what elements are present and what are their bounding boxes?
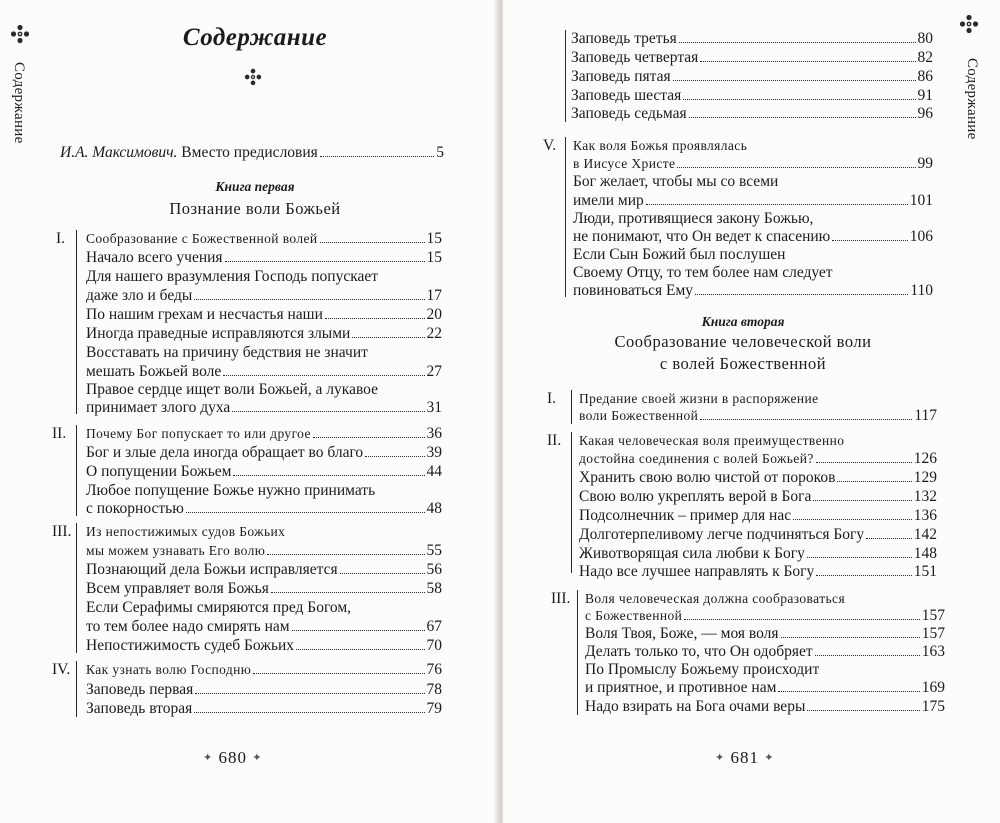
toc-entry-text: Как воля Божья проявлялась xyxy=(573,138,748,153)
toc-entry-text: Своему Отцу, то тем более нам следует xyxy=(573,264,833,281)
toc-entry: Животворящая сила любви к Богу 148 xyxy=(579,545,937,562)
diamond-icon: ✦ xyxy=(715,752,726,764)
toc-entry-text: Бог желает, чтобы мы со всеми xyxy=(573,173,779,190)
section-numeral: III. xyxy=(551,590,571,607)
toc-entry: Подсолнечник – пример для нас 136 xyxy=(579,507,937,524)
page-number: 680 xyxy=(218,748,247,767)
section-numeral: III. xyxy=(52,523,72,540)
toc-entry: Сообразование с Божественной волей 15 xyxy=(86,230,442,247)
toc-entry: с Божественной 157 xyxy=(585,607,945,624)
toc-entry: Заповедь третья 80 xyxy=(571,30,933,47)
toc-entry: то тем более надо смирять нам 67 xyxy=(86,618,442,635)
toc-entry-text: Какая человеческая воля преимущественно xyxy=(579,433,845,448)
section-bracket xyxy=(571,432,572,573)
section-numeral: I. xyxy=(56,230,66,247)
toc-entry: мы можем узнавать Его волю 55 xyxy=(86,542,442,559)
toc-entry: не понимают, что Он ведет к спасению 106 xyxy=(573,228,933,245)
toc-entry: в Иисусе Христе 99 xyxy=(573,155,933,172)
flower-ornament-icon xyxy=(959,14,979,34)
toc-entry: Иногда праведные исправляются злыми 22 xyxy=(86,325,442,342)
toc-entry: Почему Бог попускает то или другое 36 xyxy=(86,425,442,442)
diamond-icon: ✦ xyxy=(764,752,775,764)
book-title-line-1: Сообразование человеческой воли xyxy=(614,332,872,351)
toc-entry: принимает злого духа 31 xyxy=(86,399,442,416)
section-bracket xyxy=(76,425,77,516)
section-bracket xyxy=(76,661,77,717)
page-ref: 5 xyxy=(436,144,444,161)
title-ornament-icon xyxy=(244,68,262,86)
section-bracket xyxy=(577,590,578,715)
toc-entry-text: Предание своей жизни в распоряжение xyxy=(579,391,819,406)
toc-entry: Заповедь пятая 86 xyxy=(571,68,933,85)
section-bracket xyxy=(571,390,572,424)
section-bracket xyxy=(76,230,77,414)
toc-entry: Заповедь четвертая 82 xyxy=(571,49,933,66)
toc-entry: Всем управляет воля Божья 58 xyxy=(86,580,442,597)
toc-entry: мешать Божьей воле 27 xyxy=(86,363,442,380)
toc-entry: Воля Твоя, Боже, — моя воля 157 xyxy=(585,625,945,642)
page-title: Содержание xyxy=(182,24,328,51)
toc-entry: Надо все лучшее направлять к Богу 151 xyxy=(579,563,937,580)
running-title: Содержание xyxy=(964,58,980,140)
toc-entry-text: Из непостижимых судов Божьих xyxy=(86,524,286,539)
toc-entry: повиноваться Ему 110 xyxy=(573,282,933,299)
toc-entry: Долготерпеливому легче подчиняться Богу 142 xyxy=(579,526,937,543)
toc-entry: Заповедь шестая 91 xyxy=(571,87,933,104)
section-numeral: V. xyxy=(543,137,557,154)
section-numeral: II. xyxy=(52,425,67,442)
toc-entry: Познающий дела Божьи исправляется 56 xyxy=(86,561,442,578)
section-numeral: I. xyxy=(547,390,557,407)
diamond-icon: ✦ xyxy=(252,752,263,764)
toc-entry-text: Восставать на причину бедствия не значит xyxy=(86,344,368,361)
left-page xyxy=(0,0,497,823)
toc-entry-text: Для нашего вразумления Господь попускает xyxy=(86,268,379,285)
toc-entry-text: Правое сердце ищет воли Божьей, а лукавое xyxy=(86,381,378,398)
book-title: Познание воли Божьей xyxy=(169,199,341,218)
toc-entry: достойна соединения с волей Божьей? 126 xyxy=(579,450,937,467)
toc-entry: Как узнать волю Господню 76 xyxy=(86,661,442,678)
toc-entry: Заповедь первая 78 xyxy=(86,681,442,698)
toc-entry: с покорностью 48 xyxy=(86,500,442,517)
page-number-footer xyxy=(715,748,774,768)
toc-entry: Надо взирать на Бога очами веры 175 xyxy=(585,698,945,715)
toc-entry: Непостижимость судеб Божьих 70 xyxy=(86,637,442,654)
book-title-line-2: с волей Божественной xyxy=(659,354,827,373)
book-label: Книга вторая xyxy=(701,314,785,329)
section-bracket xyxy=(565,137,566,297)
toc-entry: Начало всего учения 15 xyxy=(86,249,442,266)
section-numeral: II. xyxy=(547,432,562,449)
toc-entry-text: Если Сын Божий был послушен xyxy=(573,246,786,263)
toc-entry-text: Любое попущение Божье нужно принимать xyxy=(86,482,376,499)
toc-entry: и приятное, и противное нам 169 xyxy=(585,679,945,696)
section-bracket xyxy=(565,30,566,122)
toc-entry: Делать только то, что Он одобряет 163 xyxy=(585,643,945,660)
section-numeral: IV. xyxy=(52,661,71,678)
toc-entry-text: Если Серафимы смиряются пред Богом, xyxy=(86,599,352,616)
toc-entry: Бог и злые дела иногда обращает во благо 39 xyxy=(86,444,442,461)
toc-entry-text: Люди, противящиеся закону Божью, xyxy=(573,210,814,227)
toc-entry: Заповедь седьмая 96 xyxy=(571,105,933,122)
page-number: 681 xyxy=(730,748,759,767)
book-label: Книга первая xyxy=(215,179,295,194)
toc-entry: Хранить свою волю чистой от пороков 129 xyxy=(579,469,937,486)
right-page xyxy=(503,0,1000,823)
toc-entry-text: По Промыслу Божьему происходит xyxy=(585,661,820,678)
preface-text: Вместо предисловия xyxy=(177,144,318,161)
toc-entry: Свою волю укреплять верой в Бога 132 xyxy=(579,488,937,505)
toc-entry-text: Воля человеческая должна сообразоваться xyxy=(585,591,846,606)
toc-entry: О попущении Божьем 44 xyxy=(86,463,442,480)
flower-ornament-icon xyxy=(10,24,30,44)
diamond-icon: ✦ xyxy=(203,752,214,764)
toc-entry: имели мир 101 xyxy=(573,192,933,209)
toc-entry-preface xyxy=(60,143,444,162)
toc-entry: даже зло и беды 17 xyxy=(86,287,442,304)
toc-entry: Заповедь вторая 79 xyxy=(86,700,442,717)
page-number-footer xyxy=(203,748,262,768)
toc-entry: По нашим грехам и несчастья наши 20 xyxy=(86,306,442,323)
preface-author: И.А. Максимович. xyxy=(60,144,178,161)
running-title: Содержание xyxy=(11,62,27,144)
toc-entry: воли Божественной 117 xyxy=(579,407,937,424)
section-bracket xyxy=(76,523,77,653)
